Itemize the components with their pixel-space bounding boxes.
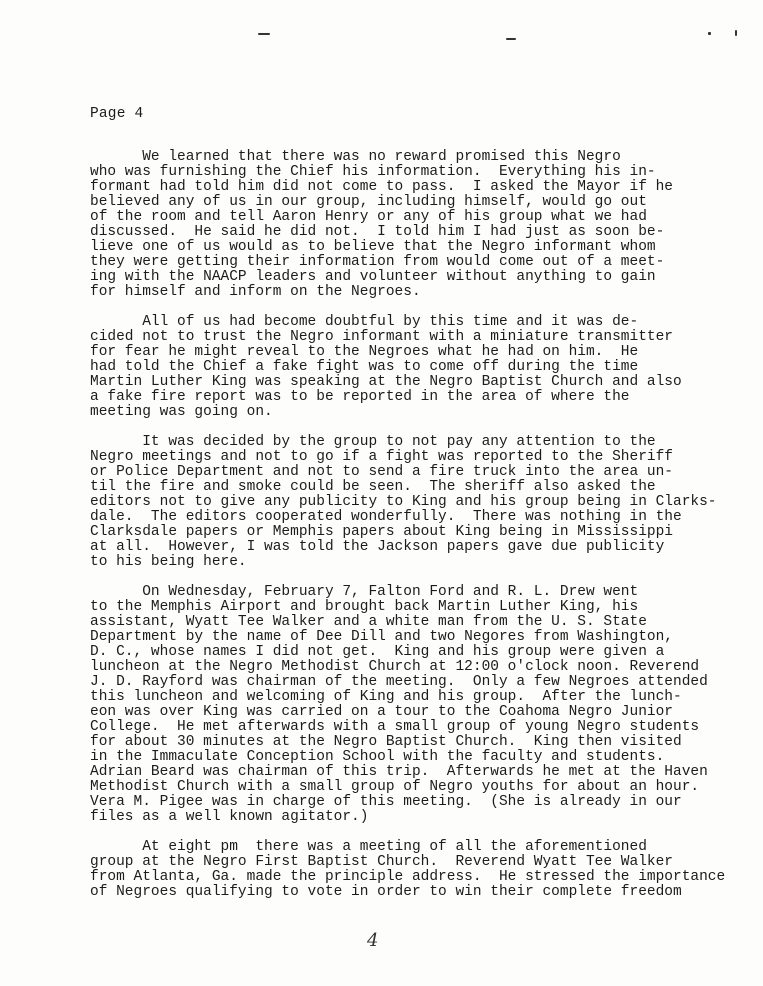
text-line: editors not to give any publicity to King and his group being in Clarks- [90, 494, 717, 510]
text-line: Adrian Beard was chairman of this trip. Afterwards he met at the Haven [90, 764, 708, 780]
text-line: to his being here. [90, 554, 247, 570]
text-line: to the Memphis Airport and brought back Martin Luther King, his [90, 599, 639, 615]
text-line: they were getting their information from would come out of a meet- [90, 254, 665, 270]
text-line: Negro meetings and not to go if a fight was reported to the Sheriff [90, 449, 673, 465]
text-line: or Police Department and not to send a fire truck into the area un- [90, 464, 673, 480]
text-line: dale. The editors cooperated wonderfully. There was nothing in the [90, 509, 682, 525]
text-line: On Wednesday, February 7, Falton Ford and R. L. Drew went [90, 584, 639, 600]
text-line: ing with the NAACP leaders and volunteer without anything to gain [90, 269, 656, 285]
text-line: group at the Negro First Baptist Church. Reverend Wyatt Tee Walker [90, 854, 673, 870]
text-line: Department by the name of Dee Dill and two Negores from Washington, [90, 629, 673, 645]
text-line: assistant, Wyatt Tee Walker and a white man from the U. S. State [90, 614, 647, 630]
text-line: believed any of us in our group, including himself, would go out [90, 194, 647, 210]
text-line: College. He met afterwards with a small group of young Negro students [90, 719, 700, 735]
text-line: Clarksdale papers or Memphis papers about King being in Mississippi [90, 524, 673, 540]
paragraph [90, 840, 750, 900]
text-line: meeting was going on. [90, 404, 273, 420]
scan-mark [708, 32, 711, 35]
handwritten-page-number: 4 [367, 930, 379, 951]
paragraph [90, 435, 750, 570]
text-line: this luncheon and welcoming of King and his group. After the lunch- [90, 689, 682, 705]
text-line: eon was over King was carried on a tour to the Coahoma Negro Junior [90, 704, 673, 720]
text-line: Vera M. Pigee was in charge of this meeting. (She is already in our [90, 794, 682, 810]
text-line: til the fire and smoke could be seen. The sheriff also asked the [90, 479, 656, 495]
text-line: At eight pm there was a meeting of all the aforementioned [90, 839, 647, 855]
text-line: of the room and tell Aaron Henry or any of his group what we had [90, 209, 647, 225]
text-line: D. C., whose names I did not get. King and his group were given a [90, 644, 665, 660]
text-line: J. D. Rayford was chairman of the meeting. Only a few Negroes attended [90, 674, 708, 690]
text-line: in the Immaculate Conception School with the faculty and students. [90, 749, 665, 765]
text-line: All of us had become doubtful by this time and it was de- [90, 314, 639, 330]
text-line: lieve one of us would as to believe that the Negro informant whom [90, 239, 656, 255]
text-line: files as a well known agitator.) [90, 809, 369, 825]
scan-mark [506, 38, 516, 40]
text-line: for fear he might reveal to the Negroes what he had on him. He [90, 344, 639, 360]
text-line: formant had told him did not come to pass. I asked the Mayor if he [90, 179, 673, 195]
scan-mark [735, 30, 737, 36]
paragraph [90, 585, 750, 825]
text-line: We learned that there was no reward promised this Negro [90, 149, 621, 165]
text-line: had told the Chief a fake fight was to come off during the time [90, 359, 639, 375]
scan-mark [258, 33, 270, 35]
text-line: from Atlanta, Ga. made the principle address. He stressed the importance [90, 869, 726, 885]
text-line: Martin Luther King was speaking at the Negro Baptist Church and also [90, 374, 682, 390]
text-line: cided not to trust the Negro informant with a miniature transmitter [90, 329, 673, 345]
text-line: discussed. He said he did not. I told him I had just as soon be- [90, 224, 665, 240]
text-line: who was furnishing the Chief his information. Everything his in- [90, 164, 656, 180]
text-line: It was decided by the group to not pay any attention to the [90, 434, 656, 450]
page-label: Page 4 [90, 106, 144, 122]
text-line: for about 30 minutes at the Negro Baptist Church. King then visited [90, 734, 682, 750]
text-line: luncheon at the Negro Methodist Church at 12:00 o'clock noon. Reverend [90, 659, 700, 675]
document-body [90, 150, 750, 915]
text-line: Methodist Church with a small group of Negro youths for about an hour. [90, 779, 700, 795]
text-line: for himself and inform on the Negroes. [90, 284, 421, 300]
text-line: a fake fire report was to be reported in the area of where the [90, 389, 630, 405]
text-line: of Negroes qualifying to vote in order to win their complete freedom [90, 884, 682, 900]
paragraph [90, 150, 750, 300]
text-line: at all. However, I was told the Jackson papers gave due publicity [90, 539, 665, 555]
paragraph [90, 315, 750, 420]
